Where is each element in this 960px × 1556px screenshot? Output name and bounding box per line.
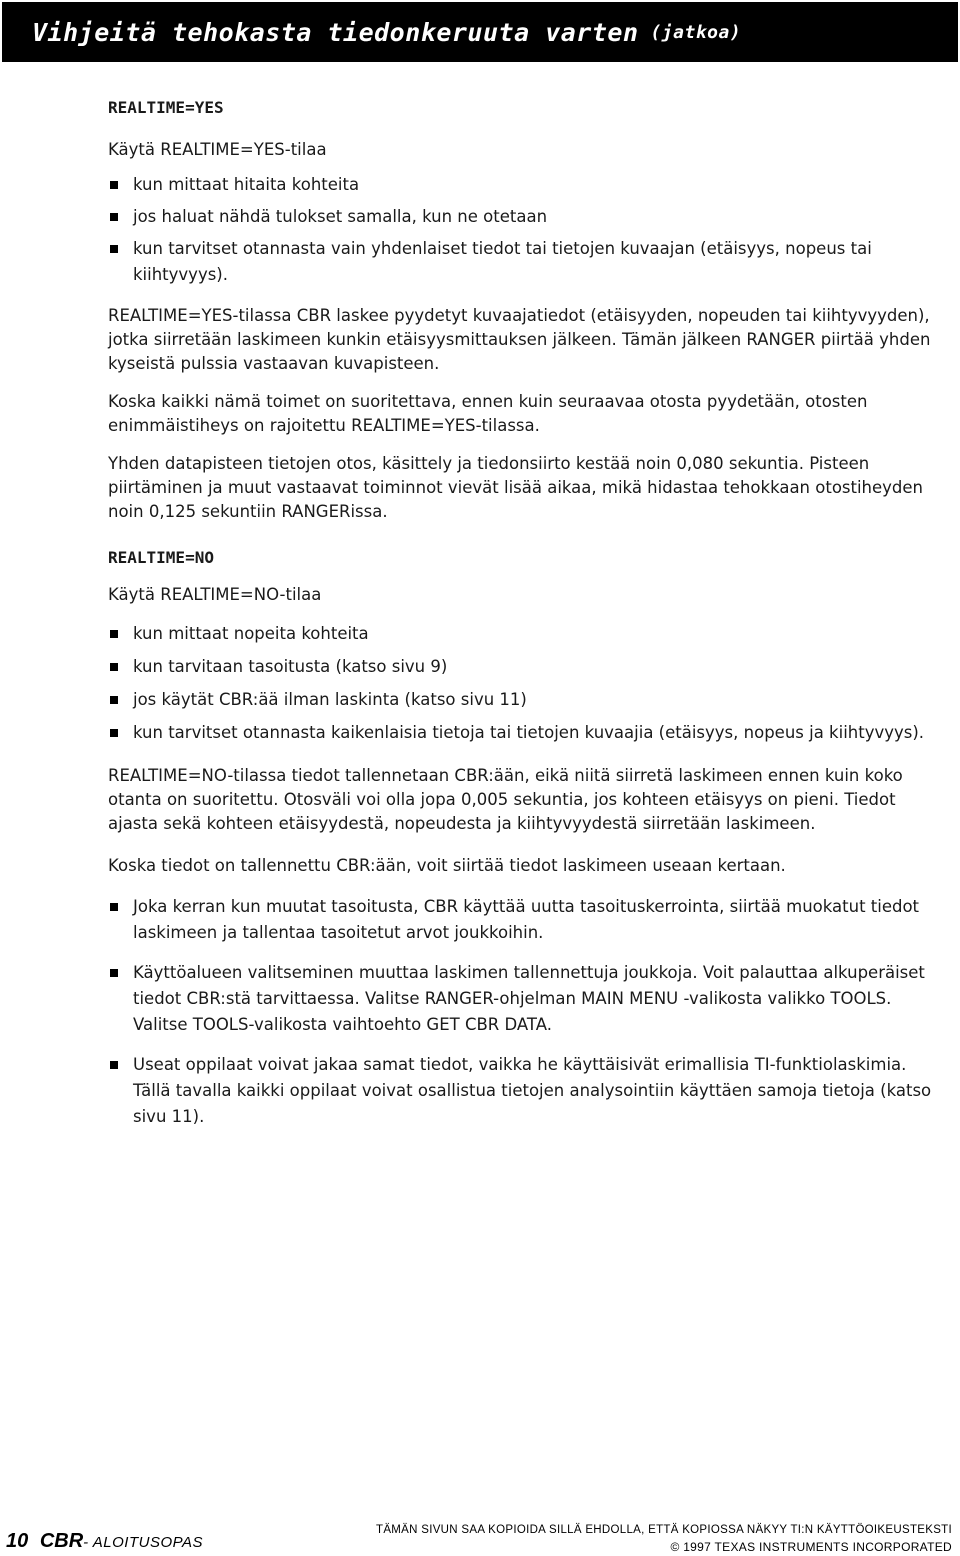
bullet-list-cbr-data [108,894,940,1130]
bullet-list-realtime-no [108,621,940,746]
section-heading-realtime-yes: REALTIME=YES [108,98,224,117]
square-bullet-icon [110,181,118,189]
list-item: kun tarvitset otannasta kaikenlaisia tietoja tai tietojen kuvaajia (etäisyys, nopeus ja kiihtyvyys). [108,720,940,746]
list-item: Käyttöalueen valitseminen muuttaa laskimen tallennettuja joukkoja. Voit palauttaa alkuperäiset tiedot CBR:stä tarvittaessa. Valitse RANGER-ohjelman MAIN MENU -valikosta valikko TOOLS. Valitse TOOLS-valikosta vaihtoehto GET CBR DATA. [108,960,940,1038]
bullet-list-realtime-yes [108,172,940,288]
copyright-notice: © 1997 TEXAS INSTRUMENTS INCORPORATED [670,1540,952,1554]
square-bullet-icon [110,729,118,737]
section-heading-realtime-no: REALTIME=NO [108,548,214,567]
footer-page-label [6,1530,203,1553]
list-item: kun mittaat hitaita kohteita [108,172,940,198]
list-item: Joka kerran kun muutat tasoitusta, CBR käyttää uutta tasoituskerrointa, siirtää muokatut tiedot laskimeen ja tallentaa tasoitetut arvot joukkoihin. [108,894,940,946]
square-bullet-icon [110,903,118,911]
square-bullet-icon [110,245,118,253]
paragraph: Koska tiedot on tallennettu CBR:ään, voit siirtää tiedot laskimeen useaan kertaan. [108,856,786,875]
page-number: 10 [6,1530,29,1552]
page-title: Vihjeitä tehokasta tiedonkeruuta varten [32,17,639,47]
square-bullet-icon [110,969,118,977]
book-title-main: CBR [39,1530,84,1552]
section-intro-realtime-yes: Käytä REALTIME=YES-tilaa [108,140,327,159]
square-bullet-icon [110,1061,118,1069]
paragraph: Koska kaikki nämä toimet on suoritettava, ennen kuin seuraavaa otosta pyydetään, otosten enimmäistiheys on rajoitettu REALTIME=YES-tilassa. [108,392,868,435]
paragraph: Yhden datapisteen tietojen otos, käsittely ja tiedonsiirto kestää noin 0,080 sekuntia. Pisteen piirtäminen ja muut vastaavat toiminnot vievät lisää aikaa, mikä hidastaa tehokkaan otostiheyden noin 0,125 sekuntiin RANGERissa. [108,454,924,521]
list-item: Useat oppilaat voivat jakaa samat tiedot, vaikka he käyttäisivät erimallisia TI-funktiolaskimia. Tällä tavalla kaikki oppilaat voivat osallistua tietojen analysointiin käyttäen samoja tietoja (katso sivu 11). [108,1052,940,1130]
list-item: kun tarvitset otannasta vain yhdenlaiset tiedot tai tietojen kuvaajan (etäisyys, nopeus tai kiihtyvyys). [108,236,940,288]
square-bullet-icon [110,696,118,704]
book-title-rest: - ALOITUSOPAS [83,1534,204,1551]
section-intro-realtime-no: Käytä REALTIME=NO-tilaa [108,585,322,604]
footer-legal [376,1522,952,1556]
list-item: jos haluat nähdä tulokset samalla, kun ne otetaan [108,204,940,230]
paragraph: REALTIME=NO-tilassa tiedot tallennetaan CBR:ään, eikä niitä siirretä laskimeen ennen kuin koko otanta on suoritettu. Otosväli voi olla jopa 0,005 sekuntia, jos kohteen etäisyys on pieni. Tiedot ajasta sekä kohteen etäisyydestä, nopeudesta ja kiihtyvyydestä siirretään laskimeen. [108,766,903,833]
copy-permission-notice: TÄMÄN SIVUN SAA KOPIOIDA SILLÄ EHDOLLA, ETTÄ KOPIOSSA NÄKYY TI:N KÄYTTÖOIKEUSTEKSTI [376,1524,952,1536]
page-title-bar [2,2,958,62]
square-bullet-icon [110,630,118,638]
paragraph: REALTIME=YES-tilassa CBR laskee pyydetyt kuvaajatiedot (etäisyyden, nopeuden tai kiihtyvyyden), jotka siirretään laskimeen kunkin etäisyysmittauksen jälkeen. Tämän jälkeen RANGER piirtää yhden kyseistä pulssia vastaavan kuvapisteen. [108,306,931,373]
page-subtitle: (jatkoa) [650,21,742,43]
list-item: jos käytät CBR:ää ilman laskinta (katso sivu 11) [108,687,940,713]
square-bullet-icon [110,213,118,221]
list-item: kun mittaat nopeita kohteita [108,621,940,647]
page-content [108,98,940,1130]
list-item: kun tarvitaan tasoitusta (katso sivu 9) [108,654,940,680]
square-bullet-icon [110,663,118,671]
